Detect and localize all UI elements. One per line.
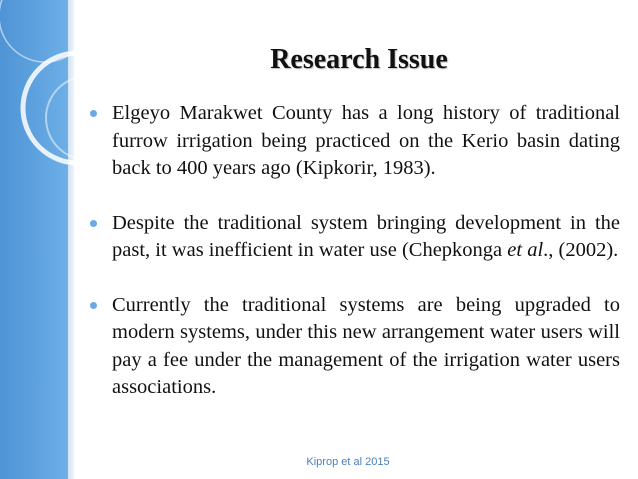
bullet-text-segment: Despite the traditional system bringing development in the past, it was inefficient in water use (Chepkonga xyxy=(112,211,620,261)
bullet-text-segment: ., (2002). xyxy=(543,239,619,261)
bullet-text-segment: et al xyxy=(507,239,544,261)
bullet-item xyxy=(112,100,620,183)
slide-footer: Kiprop et al 2015 xyxy=(306,456,390,468)
bullet-dot-icon xyxy=(90,302,97,309)
bullet-list xyxy=(112,100,620,429)
decorative-ring-inner xyxy=(46,76,120,160)
bullet-item xyxy=(112,210,620,265)
bullet-dot-icon xyxy=(90,220,97,227)
bullet-text-segment: Currently the traditional systems are being upgraded to modern systems, under this new arrangement water users will pay a fee under the management of the irrigation water users associations. xyxy=(112,293,620,398)
bullet-text-segment: Elgeyo Marakwet County has a long history of traditional furrow irrigation being practiced on the Kerio basin dating back to 400 years ago (Kipkorir, 1983). xyxy=(112,102,620,179)
bullet-dot-icon xyxy=(90,110,97,117)
bullet-item xyxy=(112,292,620,402)
slide-title: Research Issue xyxy=(270,44,448,75)
